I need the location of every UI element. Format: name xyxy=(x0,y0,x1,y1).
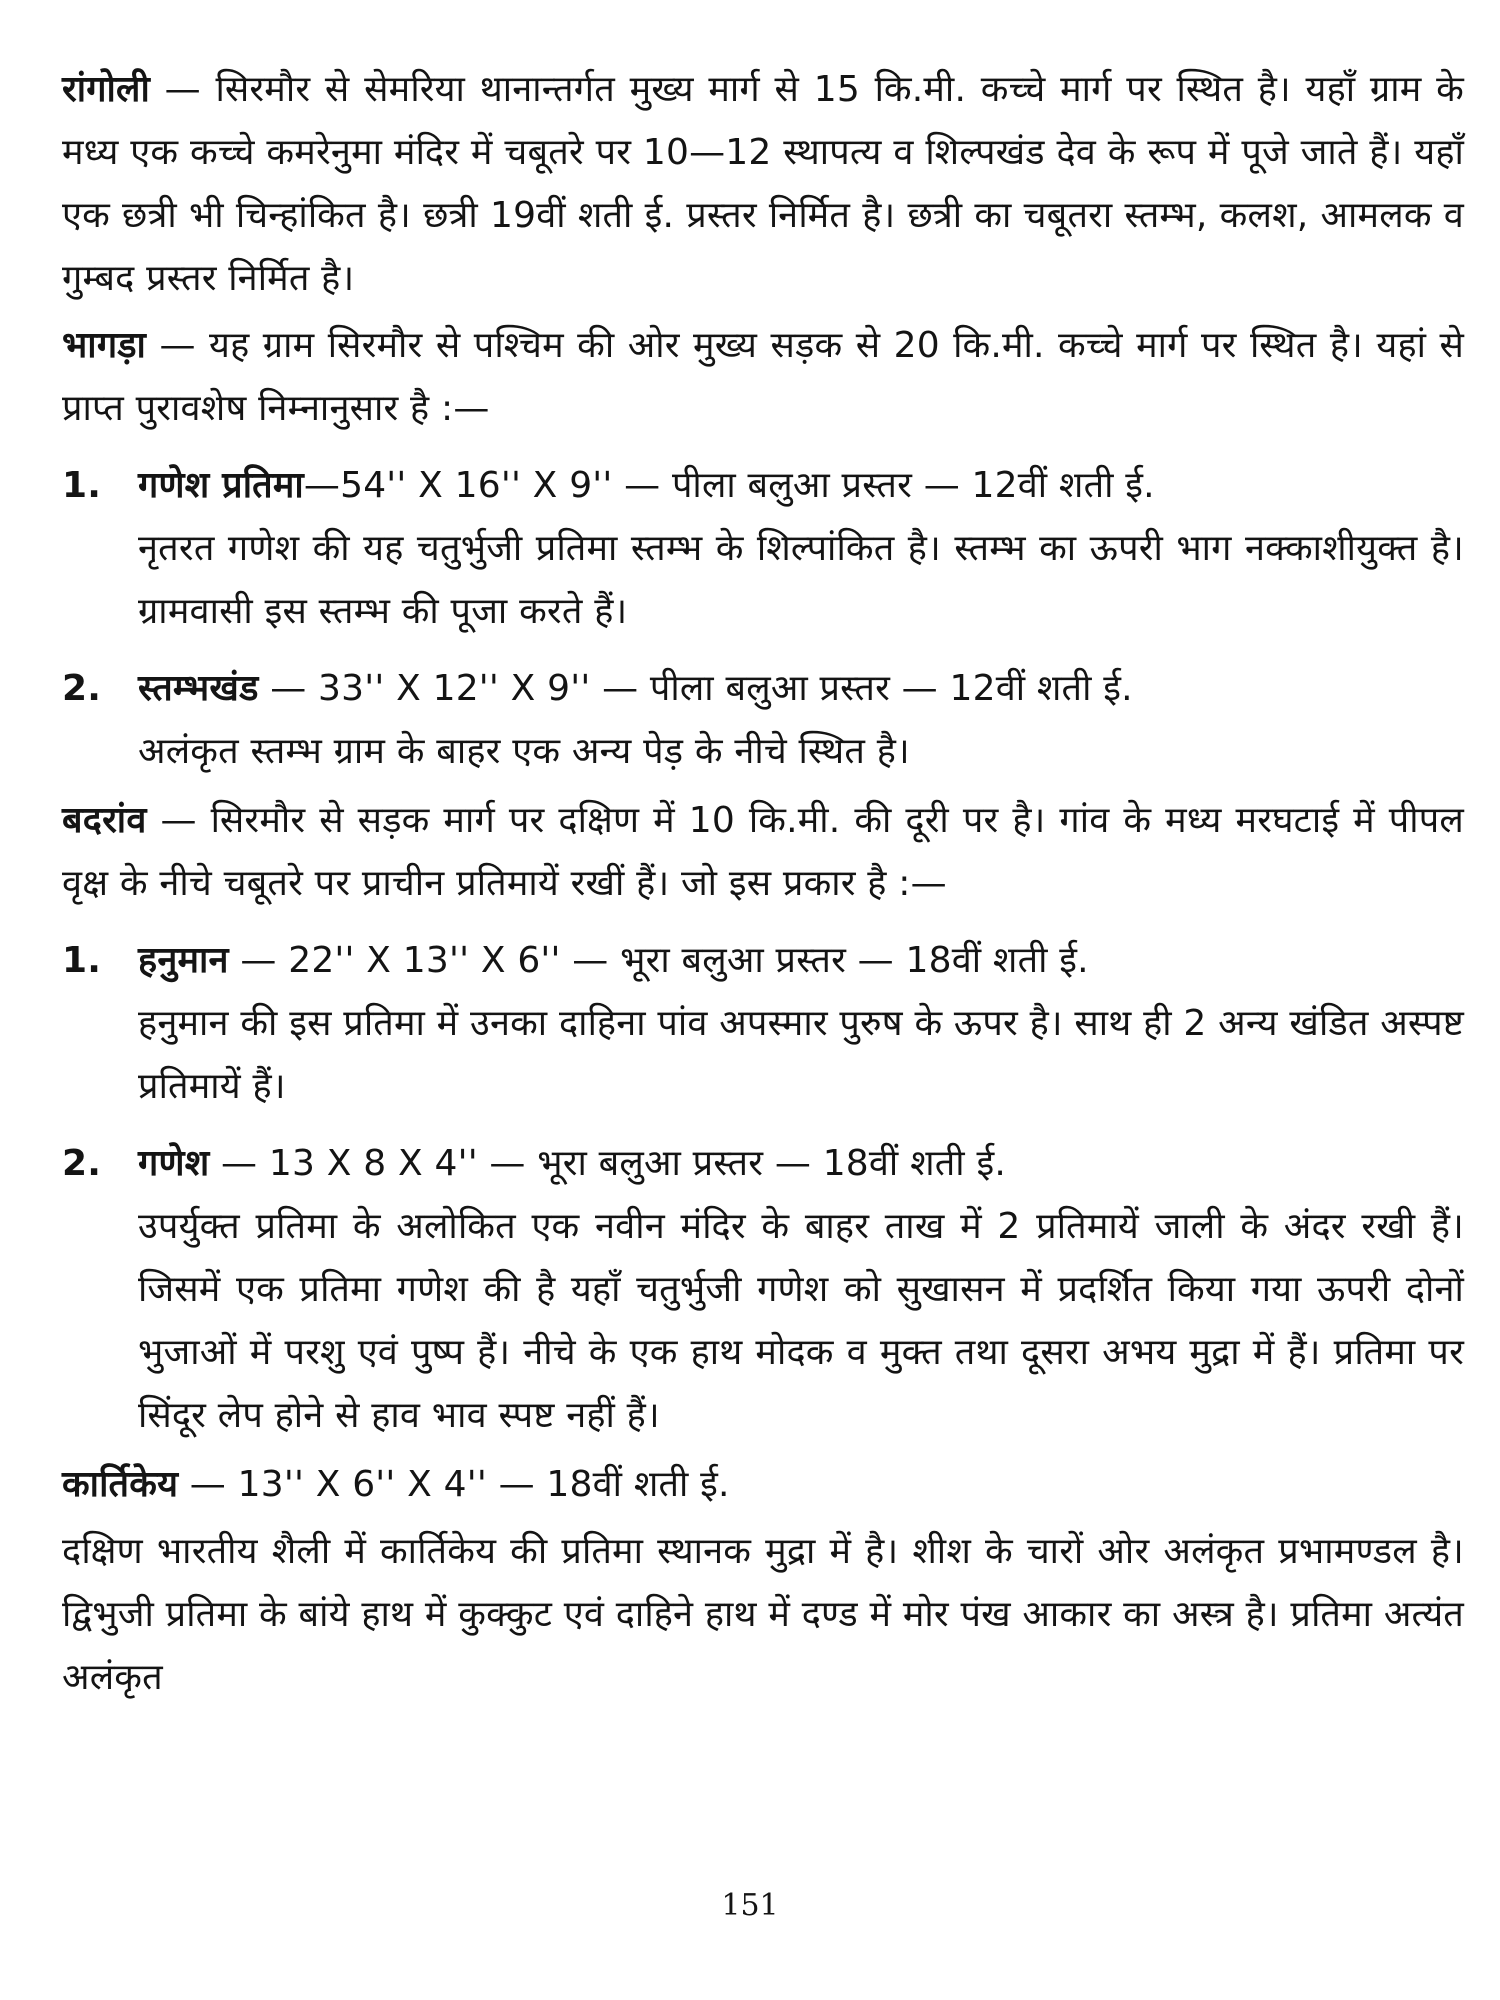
entry-rangoli xyxy=(62,58,1464,310)
item-description: नृतरत गणेश की यह चतुर्भुजी प्रतिमा स्तम्भ के शिल्पांकित है। स्तम्भ का ऊपरी भाग नक्काशीयुक्त है। ग्रामवासी इस स्तम्भ की पूजा करते हैं। xyxy=(138,528,1464,632)
item-description: अलंकृत स्तम्भ ग्राम के बाहर एक अन्य पेड़ के नीचे स्थित है। xyxy=(138,731,910,772)
entry-heading: कार्तिकेय xyxy=(62,1464,179,1505)
entry-heading: रांगोली xyxy=(62,69,150,110)
item-spec: — 33'' X 12'' X 9'' — पीला बलुआ प्रस्तर — 12वीं शती ई. xyxy=(258,668,1133,709)
item-number: 1. xyxy=(62,465,102,506)
entry-kartikeya-text: दक्षिण भारतीय शैली में कार्तिकेय की प्रतिमा स्थानक मुद्रा में है। शीश के चारों ओर अलंकृत प्रभामण्डल है। द्विभुजी प्रतिमा के बांये हाथ में कुक्कुट एवं दाहिने हाथ में दण्ड में मोर पंख आकार का अस्त्र है। प्रतिमा अत्यंत अलंकृत xyxy=(62,1531,1464,1698)
entry-spec: — 13'' X 6'' X 4'' — 18वीं शती ई. xyxy=(178,1464,730,1505)
item-title: गणेश प्रतिमा xyxy=(138,465,304,506)
item-title: हनुमान xyxy=(138,940,229,981)
item-header xyxy=(62,929,1464,992)
entry-heading: बदरांव xyxy=(62,800,147,841)
entry-badrav xyxy=(62,789,1464,915)
entry-text: — यह ग्राम सिरमौर से पश्चिम की ओर मुख्य सड़क से 20 कि.मी. कच्चे मार्ग पर स्थित है। यहां से प्राप्त पुरावशेष निम्नानुसार है :— xyxy=(62,325,1464,429)
item-spec: — 22'' X 13'' X 6'' — भूरा बलुआ प्रस्तर — 18वीं शती ई. xyxy=(228,940,1089,981)
page-number: 151 xyxy=(721,1888,779,1923)
list-item xyxy=(62,454,1464,643)
item-number: 2. xyxy=(62,1143,102,1184)
item-number: 1. xyxy=(62,940,102,981)
entry-bhagda xyxy=(62,314,1464,440)
item-header xyxy=(62,454,1464,517)
entry-text: — सिरमौर से सड़क मार्ग पर दक्षिण में 10 कि.मी. की दूरी पर है। गांव के मध्य मरघटाई में पीपल वृक्ष के नीचे चबूतरे पर प्राचीन प्रतिमायें रखीं हैं। जो इस प्रकार है :— xyxy=(62,800,1464,904)
entry-heading: भागड़ा xyxy=(62,325,147,366)
list-item xyxy=(62,929,1464,1118)
item-header xyxy=(62,657,1464,720)
item-title: गणेश xyxy=(138,1143,210,1184)
item-spec: —54'' X 16'' X 9'' — पीला बलुआ प्रस्तर — 12वीं शती ई. xyxy=(303,465,1155,506)
item-header xyxy=(62,1132,1464,1195)
item-title: स्तम्भखंड xyxy=(138,668,259,709)
item-description: उपर्युक्त प्रतिमा के अलोकित एक नवीन मंदिर के बाहर ताख में 2 प्रतिमायें जाली के अंदर रखी हैं। जिसमें एक प्रतिमा गणेश की है यहाँ चतुर्भुजी गणेश को सुखासन में प्रदर्शित किया गया ऊपरी दोनों भुजाओं में परशु एवं पुष्प हैं। नीचे के एक हाथ मोदक व मुक्त तथा दूसरा अभय मुद्रा में हैं। प्रतिमा पर सिंदूर लेप होने से हाव भाव स्पष्ट नहीं हैं। xyxy=(138,1206,1464,1436)
page-content xyxy=(62,58,1464,1709)
item-number: 2. xyxy=(62,668,102,709)
list-item xyxy=(62,1132,1464,1447)
item-description: हनुमान की इस प्रतिमा में उनका दाहिना पांव अपस्मार पुरुष के ऊपर है। साथ ही 2 अन्य खंडित अस्पष्ट प्रतिमायें हैं। xyxy=(138,1003,1464,1107)
entry-kartikeya-header xyxy=(62,1453,1464,1516)
item-spec: — 13 X 8 X 4'' — भूरा बलुआ प्रस्तर — 18वीं शती ई. xyxy=(209,1143,1006,1184)
entry-text: — सिरमौर से सेमरिया थानान्तर्गत मुख्य मार्ग से 15 कि.मी. कच्चे मार्ग पर स्थित है। यहाँ ग्राम के मध्य एक कच्चे कमरेनुमा मंदिर में चबूतरे पर 10—12 स्थापत्य व शिल्पखंड देव के रूप में पूजे जाते हैं। यहाँ एक छत्री भी चिन्हांकित है। छत्री 19वीं शती ई. प्रस्तर निर्मित है। छत्री का चबूतरा स्तम्भ, कलश, आमलक व गुम्बद प्रस्तर निर्मित है। xyxy=(62,69,1464,299)
list-item xyxy=(62,657,1464,783)
